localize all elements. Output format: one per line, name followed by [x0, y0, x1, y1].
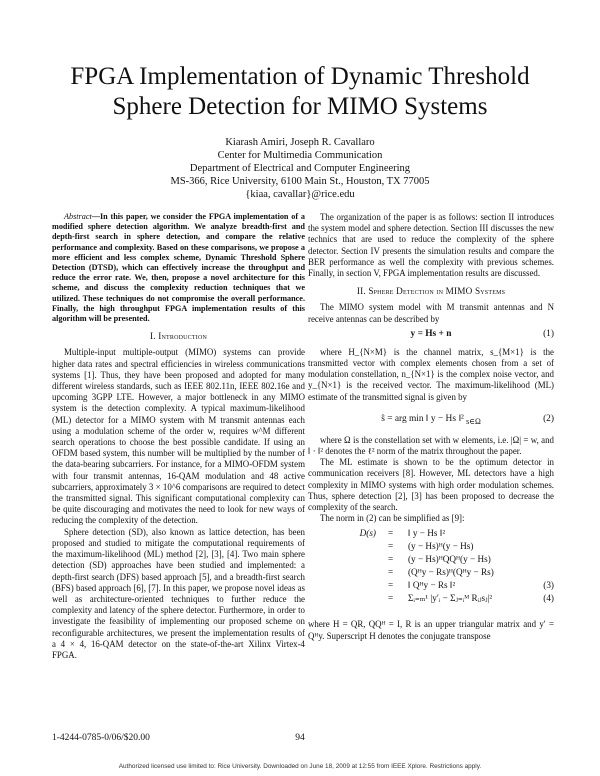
equation-2 [308, 407, 554, 431]
derivation-row: = (Qᴴy − Rs)ᴴ(Qᴴy − Rs) [388, 567, 494, 578]
author-center: Center for Multimedia Communication [217, 150, 383, 161]
author-email: {kiaa, cavallar}@rice.edu [245, 189, 355, 200]
author-department: Department of Electrical and Computer Engineering [189, 163, 411, 174]
page-number: 94 [295, 733, 305, 743]
derivation-row: D(s) = ‖ y − Hs ‖² [308, 528, 554, 541]
intro-paragraph-1: Multiple-input multiple-output (MIMO) systems can provide higher data rates and spectral efficiencies in wireless communications systems [1]. Thus, they have been proposed and adopted for many different wireless standards, such as IEEE 802.11n, IEEE 802.16e and upcoming 3GPP LTE. However, a major bottleneck in any MIMO system is the detection complexity. A typical maximum-likelihood (ML) detector for a MIMO system with M transmit antennas each using a modulation scheme of the order w, requires w^M different search operations to choose the best possible candidate. If using an OFDM based system, this number will be multiplied by the number of the data-bearing subcarriers. For instance, for a MIMO-OFDM system with four transmit antennas, 16-QAM modulation and 48 active subcarriers, approximately 3 × 10^6 comparisons are required to detect the transmitted signal. This significant computational complexity can be quite discouraging and motivates the need to look for new ways of reducing the complexity of the detection. [52, 347, 305, 526]
norm-derivation [308, 528, 554, 613]
organization-paragraph: The organization of the paper is as follows: section II introduces the system model and sphere detection. Section III discusses the new technics that are used to reduce the complexity of the sphere detector. Section IV presents the simulation results and compare the BER performance as well the complexity with previous schemes. Finally, in section V, FPGA implementation results are discussed. [308, 212, 554, 279]
author-block [0, 136, 600, 201]
isbn-footer: 1-4244-0785-0/06/$20.00 [52, 733, 150, 743]
equation-2-subscript: s∈Ω [466, 416, 481, 426]
left-column [52, 212, 305, 661]
paper-title [0, 62, 600, 122]
sphere-detection-heading: II. Sphere Detection in MIMO Systems [356, 286, 506, 297]
derivation-rhs-5: ‖ Qᴴy − Rs ‖² [408, 580, 456, 591]
equation-2-body: ŝ = arg min ‖ y − Hs ‖² [381, 413, 464, 424]
intro-paragraph-2: Sphere detection (SD), also known as lattice detection, has been proposed and studied to mitigate the computational requirements of the maximum-likelihood (ML) method [2], [3], [4]. Two main sphere detection (SD) approaches have been studied and implemented: a depth-first search (DFS) based approach [5], and a breadth-first search (BFS) based approach [6], [7]. In this paper, we propose novel ideas as well as architecture-oriented techniques to further reduce the complexity and latency of the sphere detector. Furthermore, in order to investigate the feasibility of implementing our proposed scheme on reconfigurable architectures, we present the implementation results of a 4 × 4, 16-QAM detector on the state-of-the-art Xilinx Virtex-4 FPGA. [52, 526, 305, 660]
norm-paragraph: The norm in (2) can be simplified as [9]: [320, 513, 465, 524]
derivation-row: = (y − Hs)ᴴ(y − Hs) [388, 541, 474, 552]
abstract-lead: Abstract [64, 212, 92, 221]
ml-estimate-paragraph: The ML estimate is shown to be the optimum detector in communication receivers [8]. However, ML detectors have a high complexity in MIMO systems with high order modulation schemes. Thus, sphere detection [2], [3] has been proposed to decrease the complexity of the search. [308, 457, 554, 513]
equation-1-number: (1) [543, 328, 554, 339]
channel-paragraph: where H_{N×M} is the channel matrix, s_{M×1} is the transmitted vector with complex elements chosen from a set of modulation constellation, n_{N×1} is the complex noise vector, and y_{N×1} is the received vector. The maximum-likelihood (ML) estimate of the transmitted signal is given by [308, 346, 554, 402]
equation-1 [308, 329, 554, 343]
equation-3-number: (3) [543, 580, 554, 591]
equation-2-number: (2) [543, 413, 554, 424]
system-model-paragraph: The MIMO system model with M transmit antennas and N receive antennas can be described by [308, 302, 554, 324]
author-names: Kiarash Amiri, Joseph R. Cavallaro [225, 137, 375, 148]
derivation-rhs-3: (y − Hs)ᴴQQᴴ(y − Hs) [408, 554, 491, 565]
derivation-rhs-6: Σᵢ₌ₘ¹ |y′ᵢ − Σⱼ₌ᵢᴹ Rᵢⱼsⱼ|² [408, 593, 493, 604]
qr-paragraph: where H = QR, QQᴴ = I, R is an upper triangular matrix and y′ = Qᴴy. Superscript H denotes the conjugate transpose [308, 619, 554, 641]
derivation-rhs-1: ‖ y − Hs ‖² [408, 528, 446, 539]
abstract [52, 212, 305, 324]
title-line-1: FPGA Implementation of Dynamic Threshold [70, 63, 530, 90]
equation-4-number: (4) [543, 593, 554, 604]
title-line-2: Sphere Detection for MIMO Systems [112, 93, 488, 120]
derivation-rhs-4: (Qᴴy − Rs)ᴴ(Qᴴy − Rs) [408, 567, 494, 578]
intro-heading: I. Introduction [149, 331, 208, 342]
constellation-paragraph: where Ω is the constellation set with w elements, i.e. |Ω| = w, and ‖ · ‖² denotes the ℓ² norm of the matrix throughout the paper. [308, 434, 554, 457]
right-column [308, 212, 554, 642]
derivation-row: = Σᵢ₌ₘ¹ |y′ᵢ − Σⱼ₌ᵢᴹ Rᵢⱼsⱼ|² (4) [388, 593, 554, 604]
derivation-row: = (y − Hs)ᴴQQᴴ(y − Hs) [388, 554, 491, 565]
derivation-row: = ‖ Qᴴy − Rs ‖² (3) [388, 580, 554, 591]
derivation-lhs: D(s) [359, 528, 376, 539]
derivation-rhs-2: (y − Hs)ᴴ(y − Hs) [408, 541, 474, 552]
author-address: MS-366, Rice University, 6100 Main St., Houston, TX 77005 [170, 176, 430, 187]
ieee-license-notice: Authorized licensed use limited to: Rice University. Downloaded on June 18, 2009 at 12:55 from IEEE Xplore. Restrictions apply. [118, 763, 482, 770]
abstract-text: —In this paper, we consider the FPGA implementation of a modified sphere detection algorithm. We analyze breadth-first and depth-first search in sphere detection, and compare the relative performance and complexity. Based on these comparisons, we propose a more efficient and less complex scheme, Dynamic Threshold Sphere Detection (DTSD), which can effectively increase the throughput and reduce the error rate. We, then, propose a novel architecture for this scheme, and discuss the complexity reduction techniques that we utilized. These techniques do not compromise the overall performance. Finally, the high throughput FPGA implementation results of this algorithm will be presented. [52, 212, 305, 324]
equation-1-body: y = Hs + n [410, 328, 452, 339]
